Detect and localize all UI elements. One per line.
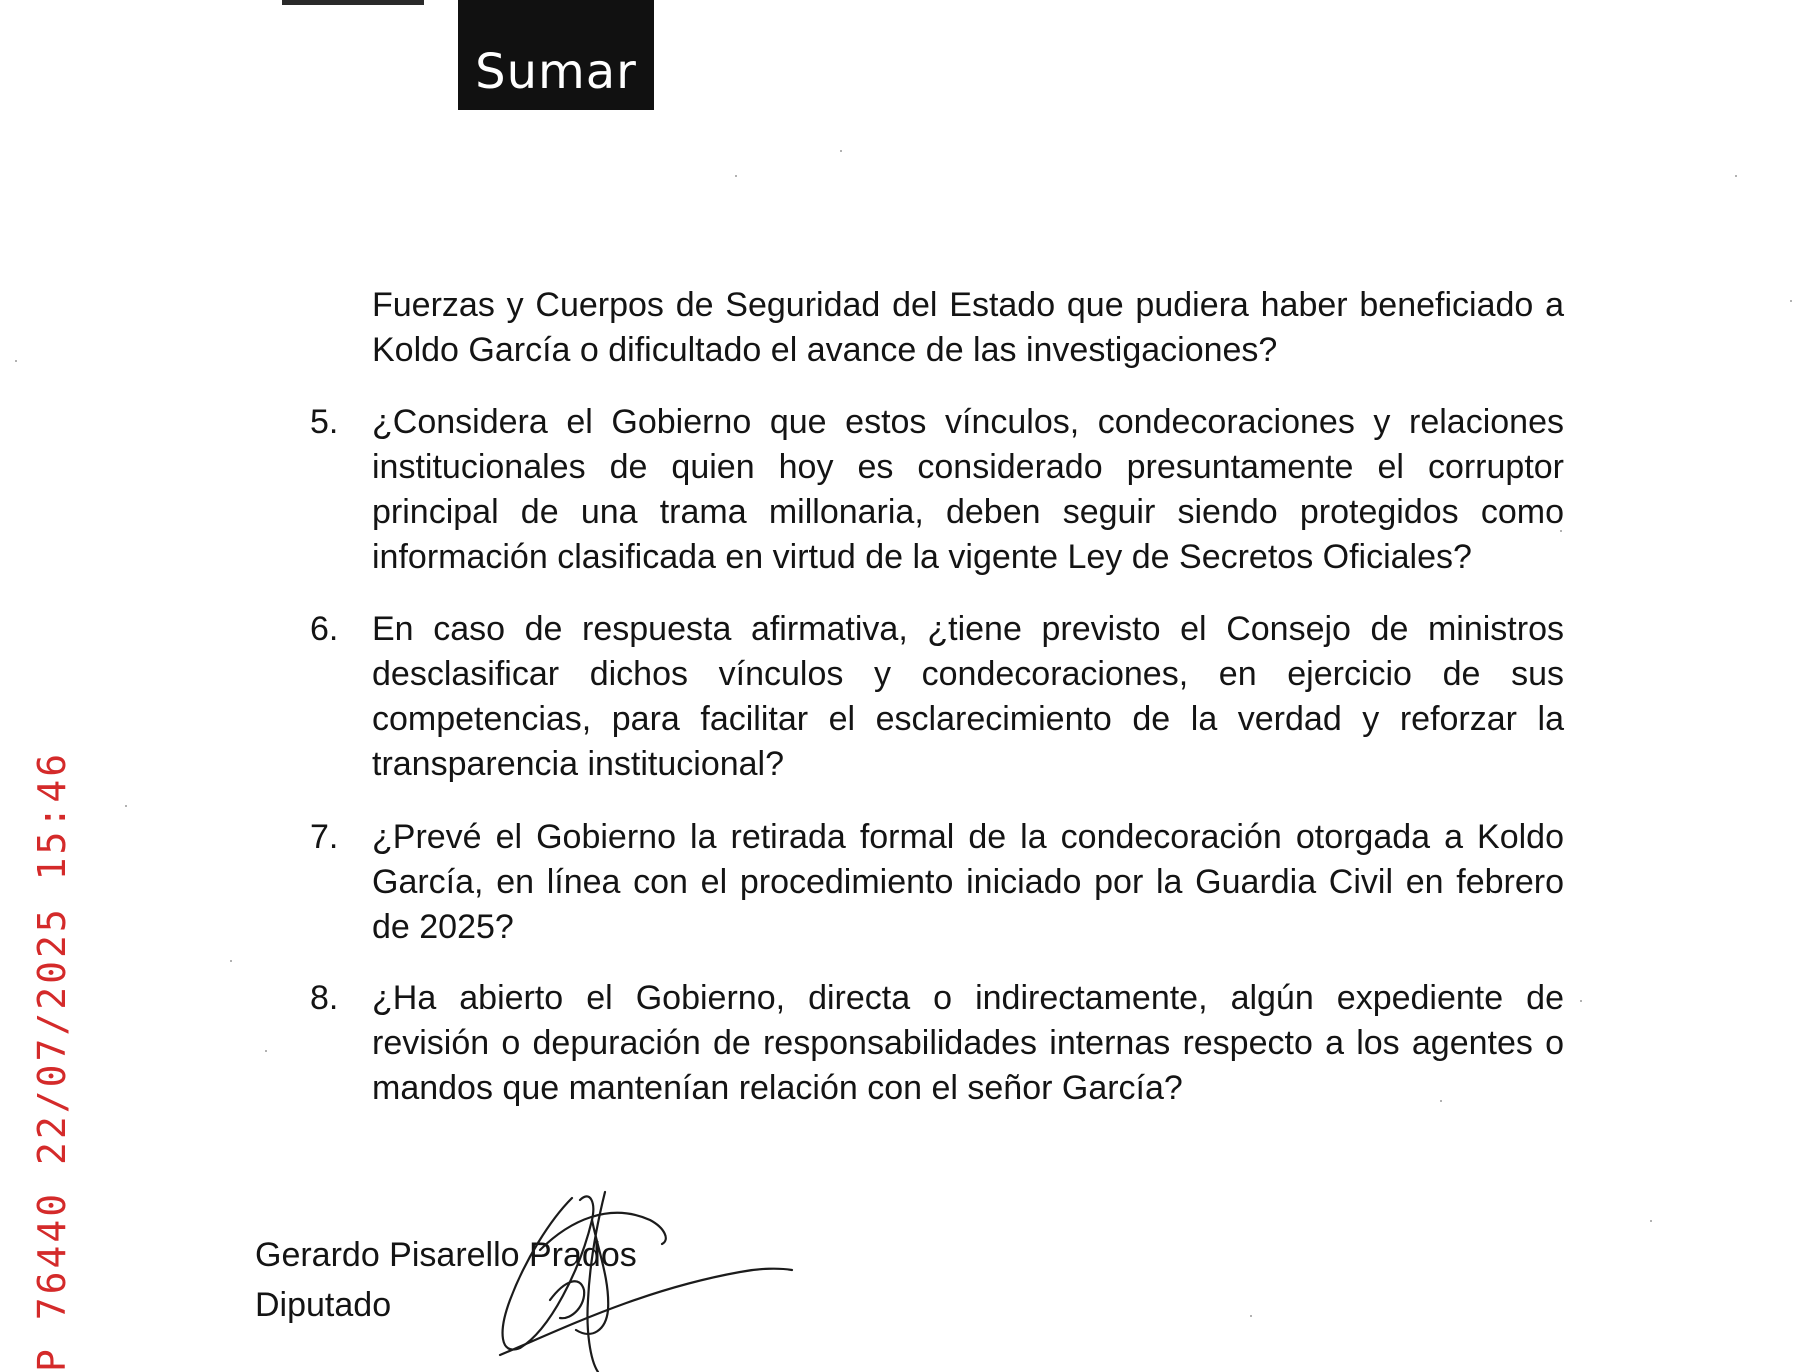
question-text: ¿Considera el Gobierno que estos vínculos, condecoraciones y relaciones institucionales de quien hoy es considerado presuntamente el corruptor principal de una trama millonaria, deben seguir siendo protegidos como información clasificada en virtud de la vigente Ley de Secretos Oficiales? [372,403,1564,576]
signer-name: Gerardo Pisarello Prados [255,1236,637,1274]
scan-speck [230,960,232,962]
question-number: 8. [310,979,339,1017]
signer-role: Diputado [255,1286,392,1324]
question-text: ¿Prevé el Gobierno la retirada formal de la condecoración otorgada a Koldo García, en línea con el procedimiento iniciado por la Guardia Civil en febrero de 2025? [372,818,1564,946]
header-logo-mark [282,0,424,5]
party-logo [458,0,654,110]
question-text: ¿Ha abierto el Gobierno, directa o indirectamente, algún expediente de revisión o depuración de responsabilidades internas respecto a los agentes o mandos que mantenían relación con el señor García? [372,979,1564,1107]
question-number: 5. [310,403,339,441]
question-text: En caso de respuesta afirmativa, ¿tiene previsto el Consejo de ministros desclasificar dichos vínculos y condecoraciones, en ejercicio de sus competencias, para facilitar el esclarecimiento de la verdad y reforzar la transparencia institucional? [372,610,1564,783]
scan-speck [1580,1000,1582,1002]
question-number: 6. [310,610,339,648]
scan-speck [1790,300,1792,302]
scan-speck [15,360,17,362]
registry-stamp-text: P 76440 22/07/2025 15:46 [30,750,74,1372]
question-number: 7. [310,818,339,856]
scan-speck [1250,1315,1252,1317]
scan-speck [265,1050,267,1052]
intro-paragraph: Fuerzas y Cuerpos de Seguridad del Estado que pudiera haber beneficiado a Koldo García o dificultado el avance de las investigaciones? [372,286,1564,369]
party-logo-text: Sumar [475,44,637,100]
scan-speck [840,150,842,152]
scan-speck [125,805,127,807]
scan-speck [1650,1220,1652,1222]
scan-speck [735,175,737,177]
handwritten-signature [480,1180,800,1372]
scan-speck [1735,175,1737,177]
